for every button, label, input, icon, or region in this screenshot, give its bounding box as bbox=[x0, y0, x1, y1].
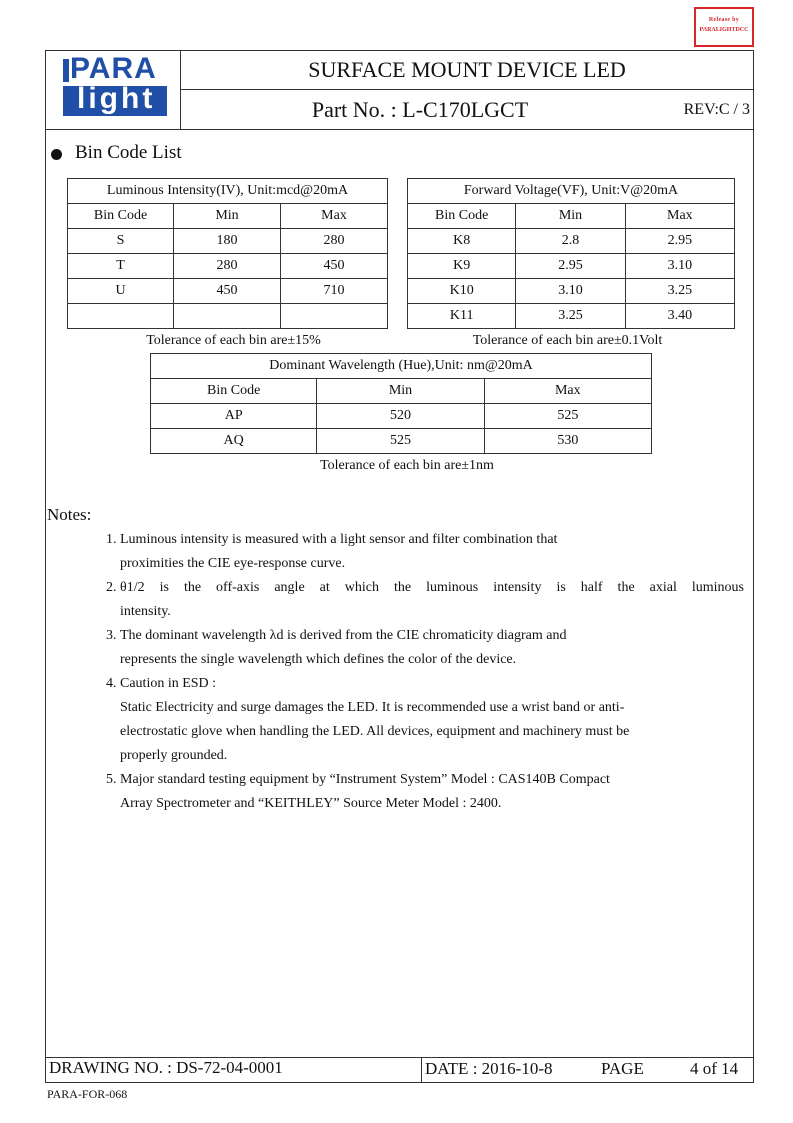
footer-divider-vertical bbox=[421, 1057, 422, 1083]
table-row bbox=[408, 304, 735, 329]
table-row bbox=[68, 254, 388, 279]
table-cell: 2.8 bbox=[516, 229, 625, 254]
table-cell: 2.95 bbox=[625, 229, 734, 254]
page-label: PAGE bbox=[601, 1059, 644, 1078]
drawing-number: DRAWING NO. : DS-72-04-0001 bbox=[49, 1058, 283, 1077]
note-text: Array Spectrometer and “KEITHLEY” Source Meter Model : 2400. bbox=[120, 796, 502, 811]
table-cell bbox=[174, 304, 281, 329]
revision: REV:C / 3 bbox=[683, 101, 750, 118]
note-text: intensity. bbox=[120, 604, 171, 619]
table-cell: AQ bbox=[151, 429, 317, 454]
stamp-line-2: PARALIGHTDCC bbox=[699, 27, 749, 33]
note-text: Static Electricity and surge damages the LED. It is recommended use a wrist band or anti-electrostatic glove when handling the LED. All devices, equipment and machinery must be properly grounded. bbox=[120, 700, 630, 763]
wl-bin-table bbox=[150, 353, 652, 454]
table-row bbox=[408, 229, 735, 254]
table-cell: 3.10 bbox=[516, 279, 625, 304]
table-row bbox=[68, 304, 388, 329]
wl-header-max: Max bbox=[484, 379, 651, 404]
header-divider-bottom bbox=[45, 129, 754, 130]
vf-tolerance: Tolerance of each bin are±0.1Volt bbox=[472, 333, 663, 348]
wl-caption: Dominant Wavelength (Hue),Unit: nm@20mA bbox=[151, 354, 652, 379]
vf-caption: Forward Voltage(VF), Unit:V@20mA bbox=[408, 179, 735, 204]
wl-header-min: Min bbox=[317, 379, 484, 404]
vf-header-bin: Bin Code bbox=[408, 204, 516, 229]
table-cell: 3.40 bbox=[625, 304, 734, 329]
header-divider-middle bbox=[180, 89, 754, 90]
table-cell: S bbox=[68, 229, 174, 254]
table-cell: 3.25 bbox=[516, 304, 625, 329]
table-cell: 3.25 bbox=[625, 279, 734, 304]
table-cell: K8 bbox=[408, 229, 516, 254]
iv-header-min: Min bbox=[174, 204, 281, 229]
release-stamp bbox=[694, 7, 754, 47]
table-cell bbox=[281, 304, 388, 329]
part-number: Part No. : L-C170LGCT bbox=[311, 97, 529, 122]
note-line: 2. θ1/2 is the off-axis angle at which the luminous intensity is half the axial luminous bbox=[120, 580, 744, 595]
table-cell: 710 bbox=[281, 279, 388, 304]
notes-title: Notes: bbox=[47, 505, 92, 524]
notes-list bbox=[72, 528, 744, 816]
logo-bottom-text: light bbox=[77, 82, 156, 115]
table-row bbox=[68, 229, 388, 254]
page-number: 4 of 14 bbox=[690, 1059, 739, 1078]
table-cell: K10 bbox=[408, 279, 516, 304]
note-line: 1. Luminous intensity is measured with a light sensor and filter combination that bbox=[120, 532, 558, 547]
iv-caption: Luminous Intensity(IV), Unit:mcd@20mA bbox=[68, 179, 388, 204]
table-cell: 525 bbox=[317, 429, 484, 454]
document-title: SURFACE MOUNT DEVICE LED bbox=[308, 57, 626, 82]
table-row bbox=[151, 404, 652, 429]
company-logo bbox=[63, 52, 167, 118]
list-item bbox=[120, 624, 744, 672]
iv-tolerance: Tolerance of each bin are±15% bbox=[146, 333, 321, 348]
logo-top-text: PARA bbox=[70, 52, 157, 85]
table-cell: 3.10 bbox=[625, 254, 734, 279]
iv-header-max: Max bbox=[281, 204, 388, 229]
document-date: DATE : 2016-10-8 bbox=[425, 1059, 553, 1078]
table-cell: 525 bbox=[484, 404, 651, 429]
vf-bin-table bbox=[407, 178, 735, 329]
note-text: represents the single wavelength which defines the color of the device. bbox=[120, 652, 517, 667]
logo-top bbox=[63, 52, 167, 85]
vf-header-max: Max bbox=[625, 204, 734, 229]
note-text: proximities the CIE eye-response curve. bbox=[120, 556, 346, 571]
logo-bottom bbox=[63, 82, 167, 116]
table-cell: 2.95 bbox=[516, 254, 625, 279]
table-cell: K11 bbox=[408, 304, 516, 329]
wl-tolerance: Tolerance of each bin are±1nm bbox=[320, 458, 494, 473]
note-line: 3. The dominant wavelength λd is derived from the CIE chromaticity diagram and bbox=[120, 628, 567, 643]
table-row bbox=[408, 279, 735, 304]
list-item bbox=[120, 528, 744, 576]
table-cell: 280 bbox=[174, 254, 281, 279]
table-cell: AP bbox=[151, 404, 317, 429]
list-item bbox=[120, 576, 744, 624]
table-row bbox=[151, 429, 652, 454]
wl-header-bin: Bin Code bbox=[151, 379, 317, 404]
form-number: PARA-FOR-068 bbox=[47, 1087, 128, 1101]
note-line: 4. Caution in ESD : bbox=[120, 676, 217, 691]
table-cell: 450 bbox=[174, 279, 281, 304]
vf-header-min: Min bbox=[516, 204, 625, 229]
stamp-line-1: Release by bbox=[708, 17, 740, 23]
table-cell: U bbox=[68, 279, 174, 304]
table-cell: K9 bbox=[408, 254, 516, 279]
list-item bbox=[120, 768, 744, 816]
table-cell: 180 bbox=[174, 229, 281, 254]
table-cell: 530 bbox=[484, 429, 651, 454]
section-title: Bin Code List bbox=[75, 142, 182, 163]
table-cell bbox=[68, 304, 174, 329]
table-cell: 450 bbox=[281, 254, 388, 279]
iv-bin-table bbox=[67, 178, 388, 329]
bullet-icon bbox=[51, 149, 62, 160]
table-row bbox=[68, 279, 388, 304]
table-cell: 280 bbox=[281, 229, 388, 254]
list-item bbox=[120, 672, 744, 768]
note-line: 5. Major standard testing equipment by “Instrument System” Model : CAS140B Compact bbox=[120, 772, 610, 787]
table-cell: 520 bbox=[317, 404, 484, 429]
table-row bbox=[408, 254, 735, 279]
iv-header-bin: Bin Code bbox=[68, 204, 174, 229]
table-cell: T bbox=[68, 254, 174, 279]
